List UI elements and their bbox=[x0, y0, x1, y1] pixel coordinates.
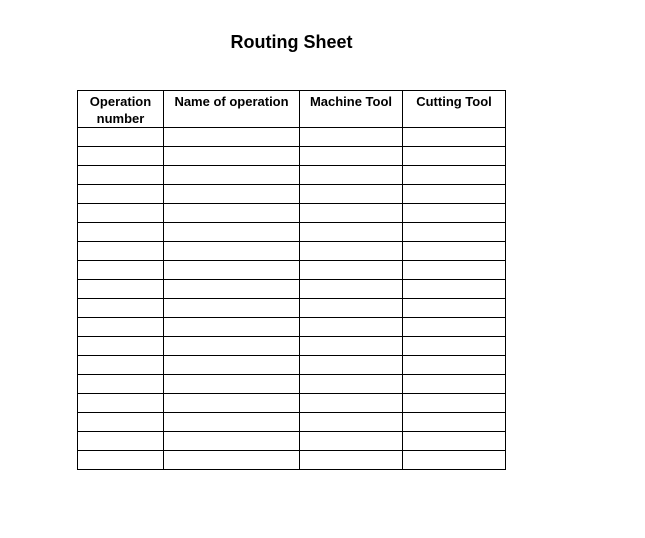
table-cell[interactable] bbox=[403, 432, 506, 451]
table-cell[interactable] bbox=[164, 356, 300, 375]
table-cell[interactable] bbox=[78, 337, 164, 356]
table-cell[interactable] bbox=[403, 204, 506, 223]
table-cell[interactable] bbox=[78, 147, 164, 166]
header-machine-tool: Machine Tool bbox=[300, 91, 403, 128]
table-cell[interactable] bbox=[403, 299, 506, 318]
table-cell[interactable] bbox=[78, 128, 164, 147]
table-cell[interactable] bbox=[300, 451, 403, 470]
table-cell[interactable] bbox=[164, 394, 300, 413]
table-cell[interactable] bbox=[78, 413, 164, 432]
table-cell[interactable] bbox=[300, 261, 403, 280]
table-row bbox=[78, 261, 506, 280]
table-row bbox=[78, 413, 506, 432]
table-cell[interactable] bbox=[164, 223, 300, 242]
table-cell[interactable] bbox=[300, 432, 403, 451]
table-cell[interactable] bbox=[78, 299, 164, 318]
table-cell[interactable] bbox=[78, 204, 164, 223]
table-cell[interactable] bbox=[164, 299, 300, 318]
table-row bbox=[78, 394, 506, 413]
table-cell[interactable] bbox=[300, 318, 403, 337]
table-row bbox=[78, 375, 506, 394]
table-cell[interactable] bbox=[164, 147, 300, 166]
table-row bbox=[78, 318, 506, 337]
table-cell[interactable] bbox=[403, 242, 506, 261]
table-cell[interactable] bbox=[164, 451, 300, 470]
table-row bbox=[78, 185, 506, 204]
table-cell[interactable] bbox=[164, 432, 300, 451]
table-cell[interactable] bbox=[78, 451, 164, 470]
table-cell[interactable] bbox=[403, 394, 506, 413]
table-row bbox=[78, 299, 506, 318]
table-cell[interactable] bbox=[164, 337, 300, 356]
page-title: Routing Sheet bbox=[230, 32, 353, 52]
table-body bbox=[78, 128, 506, 470]
table-row bbox=[78, 432, 506, 451]
table-cell[interactable] bbox=[164, 166, 300, 185]
table-row bbox=[78, 147, 506, 166]
table-cell[interactable] bbox=[78, 166, 164, 185]
header-cutting-tool: Cutting Tool bbox=[403, 91, 506, 128]
table-cell[interactable] bbox=[78, 394, 164, 413]
table-cell[interactable] bbox=[78, 432, 164, 451]
table-cell[interactable] bbox=[300, 280, 403, 299]
table-cell[interactable] bbox=[403, 375, 506, 394]
table-row bbox=[78, 356, 506, 375]
table-cell[interactable] bbox=[403, 356, 506, 375]
table-cell[interactable] bbox=[78, 280, 164, 299]
table-cell[interactable] bbox=[164, 261, 300, 280]
table-cell[interactable] bbox=[403, 337, 506, 356]
table-cell[interactable] bbox=[78, 356, 164, 375]
table-cell[interactable] bbox=[164, 185, 300, 204]
table-cell[interactable] bbox=[164, 413, 300, 432]
table-cell[interactable] bbox=[78, 223, 164, 242]
table-cell[interactable] bbox=[300, 356, 403, 375]
table-cell[interactable] bbox=[300, 128, 403, 147]
table-cell[interactable] bbox=[300, 299, 403, 318]
header-operation-number: Operation number bbox=[78, 91, 164, 128]
table-cell[interactable] bbox=[403, 223, 506, 242]
table-cell[interactable] bbox=[300, 204, 403, 223]
table-cell[interactable] bbox=[403, 185, 506, 204]
table-cell[interactable] bbox=[403, 166, 506, 185]
table-cell[interactable] bbox=[164, 375, 300, 394]
table-cell[interactable] bbox=[403, 413, 506, 432]
table-row bbox=[78, 242, 506, 261]
table-row bbox=[78, 128, 506, 147]
table-cell[interactable] bbox=[300, 337, 403, 356]
table-cell[interactable] bbox=[164, 280, 300, 299]
table-row bbox=[78, 166, 506, 185]
table-cell[interactable] bbox=[300, 394, 403, 413]
table-cell[interactable] bbox=[78, 242, 164, 261]
table-cell[interactable] bbox=[403, 318, 506, 337]
table-row bbox=[78, 451, 506, 470]
table-cell[interactable] bbox=[78, 261, 164, 280]
table-cell[interactable] bbox=[78, 375, 164, 394]
table-cell[interactable] bbox=[403, 128, 506, 147]
table-header-row bbox=[78, 91, 506, 128]
table-cell[interactable] bbox=[300, 223, 403, 242]
table-cell[interactable] bbox=[403, 451, 506, 470]
table-row bbox=[78, 223, 506, 242]
table-cell[interactable] bbox=[300, 413, 403, 432]
table-cell[interactable] bbox=[164, 204, 300, 223]
table-cell[interactable] bbox=[300, 185, 403, 204]
table-cell[interactable] bbox=[403, 280, 506, 299]
table-cell[interactable] bbox=[300, 242, 403, 261]
table-row bbox=[78, 204, 506, 223]
table-cell[interactable] bbox=[78, 185, 164, 204]
table-row bbox=[78, 337, 506, 356]
routing-table bbox=[77, 90, 506, 470]
table-cell[interactable] bbox=[164, 318, 300, 337]
table-cell[interactable] bbox=[164, 242, 300, 261]
table-cell[interactable] bbox=[300, 166, 403, 185]
header-name-of-operation: Name of operation bbox=[164, 91, 300, 128]
table-cell[interactable] bbox=[300, 375, 403, 394]
table-cell[interactable] bbox=[78, 318, 164, 337]
table-row bbox=[78, 280, 506, 299]
table-cell[interactable] bbox=[300, 147, 403, 166]
table-cell[interactable] bbox=[403, 261, 506, 280]
table-cell[interactable] bbox=[164, 128, 300, 147]
table-cell[interactable] bbox=[403, 147, 506, 166]
